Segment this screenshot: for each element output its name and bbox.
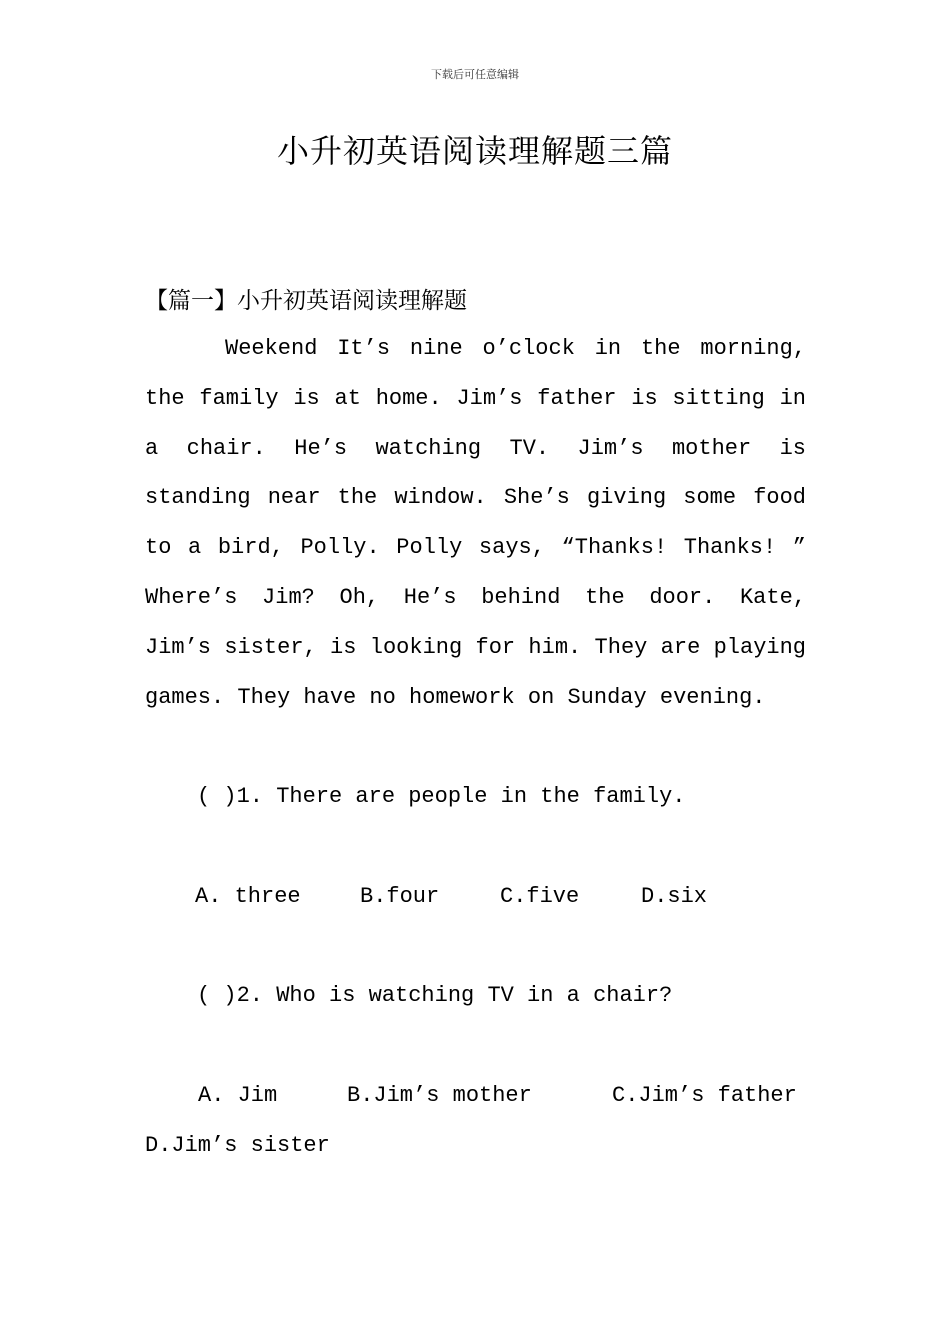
question-text: ( )1. There are people in the family. [197, 784, 686, 809]
passage-line: Jim’s sister, is looking for him. They are playing [145, 635, 806, 660]
header-note: 下载后可任意编辑 [431, 68, 519, 81]
passage-line: games. They have no homework on Sunday evening. [145, 685, 766, 710]
option-a: A. three [195, 884, 301, 909]
option-a: A. Jim [198, 1083, 278, 1108]
document-title: 小升初英语阅读理解题三篇 [276, 132, 673, 170]
passage-line: standing near the window. She’s giving some food [145, 485, 806, 510]
section-heading: 【篇一】小升初英语阅读理解题 [145, 288, 467, 314]
passage-line: to a bird, Polly. Polly says, “Thanks! Thanks! ” [145, 535, 806, 560]
option-d: D.six [641, 884, 708, 909]
option-c: C.Jim’s father [612, 1083, 797, 1108]
passage-line: the family is at home. Jim’s father is sitting in [145, 386, 806, 411]
passage-line: Weekend It’s nine o’clock in the morning, [225, 336, 806, 361]
option-b: B.Jim’s mother [347, 1083, 532, 1108]
passage-line: Where’s Jim? Oh, He’s behind the door. Kate, [145, 585, 806, 610]
question-text: ( )2. Who is watching TV in a chair? [197, 983, 673, 1008]
option-b: B.four [360, 884, 440, 909]
passage-line: a chair. He’s watching TV. Jim’s mother is [145, 436, 806, 461]
option-d: D.Jim’s sister [145, 1133, 330, 1158]
option-c: C.five [500, 884, 580, 909]
